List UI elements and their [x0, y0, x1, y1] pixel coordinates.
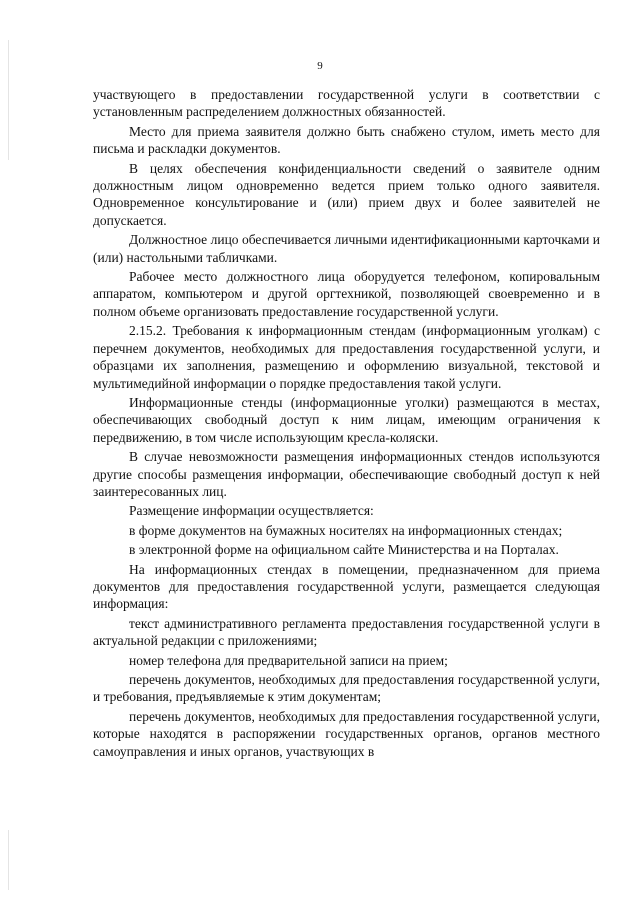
paragraph: Рабочее место должностного лица оборудуется телефоном, копировальным аппаратом, компьютером и другой оргтехникой, позволяющей своевременно и в полном объеме организовать предоставление государственной услуги. [93, 269, 600, 319]
document-body [93, 86, 600, 760]
scan-edge-mark [8, 830, 9, 890]
list-item: в форме документов на бумажных носителях на информационных стендах; [129, 522, 563, 538]
paragraph: Должностное лицо обеспечивается личными идентификационными карточками и (или) настольными табличками. [93, 232, 600, 265]
list-item: перечень документов, необходимых для предоставления государственной услуги, которые находятся в распоряжении государственных органов, органов местного самоуправления и иных органов, участвующих в [93, 708, 600, 759]
paragraph: Место для приема заявителя должно быть снабжено стулом, иметь место для письма и раскладки документов. [93, 123, 600, 157]
paragraph: Размещение информации осуществляется: [129, 503, 374, 519]
list-item: перечень документов, необходимых для предоставления государственной услуги, и требования, предъявляемые к этим документам; [93, 672, 600, 705]
paragraph: В целях обеспечения конфиденциальности сведений о заявителе одним должностным лицом одновременно ведется прием только одного заявителя. Одновременное консультирование и (или) прием двух и более заявителей не допускается. [93, 160, 600, 228]
paragraph: участвующего в предоставлении государственной услуги в соответствии с установленным распределением должностных обязанностей. [93, 87, 600, 120]
paragraph: В случае невозможности размещения информационных стендов используются другие способы размещения информации, обеспечивающие свободный доступ к ней заинтересованных лиц. [93, 449, 600, 499]
list-item: номер телефона для предварительной записи на прием; [129, 652, 448, 668]
scan-edge-mark [8, 40, 9, 160]
paragraph: Информационные стенды (информационные уголки) размещаются в местах, обеспечивающих свободный доступ к ним лицам, имеющим ограничения к передвижению, в том числе использующим кресла-коляски. [93, 394, 600, 445]
list-item: текст административного регламента предоставления государственной услуги в актуальной редакции с приложениями; [93, 615, 600, 649]
page-number: 9 [317, 60, 323, 72]
list-item: в электронной форме на официальном сайте Министерства и на Порталах. [129, 542, 559, 558]
section-paragraph: 2.15.2. Требования к информационным стендам (информационным уголкам) с перечнем документов, необходимых для предоставления государственной услуги, и образцами их заполнения, размещению и оформлению визуальной, текстовой и мультимедийной информации о порядке предоставления такой услуги. [93, 323, 600, 391]
paragraph: На информационных стендах в помещении, предназначенном для приема документов для предоставления государственной услуги, размещается следующая информация: [93, 561, 600, 612]
